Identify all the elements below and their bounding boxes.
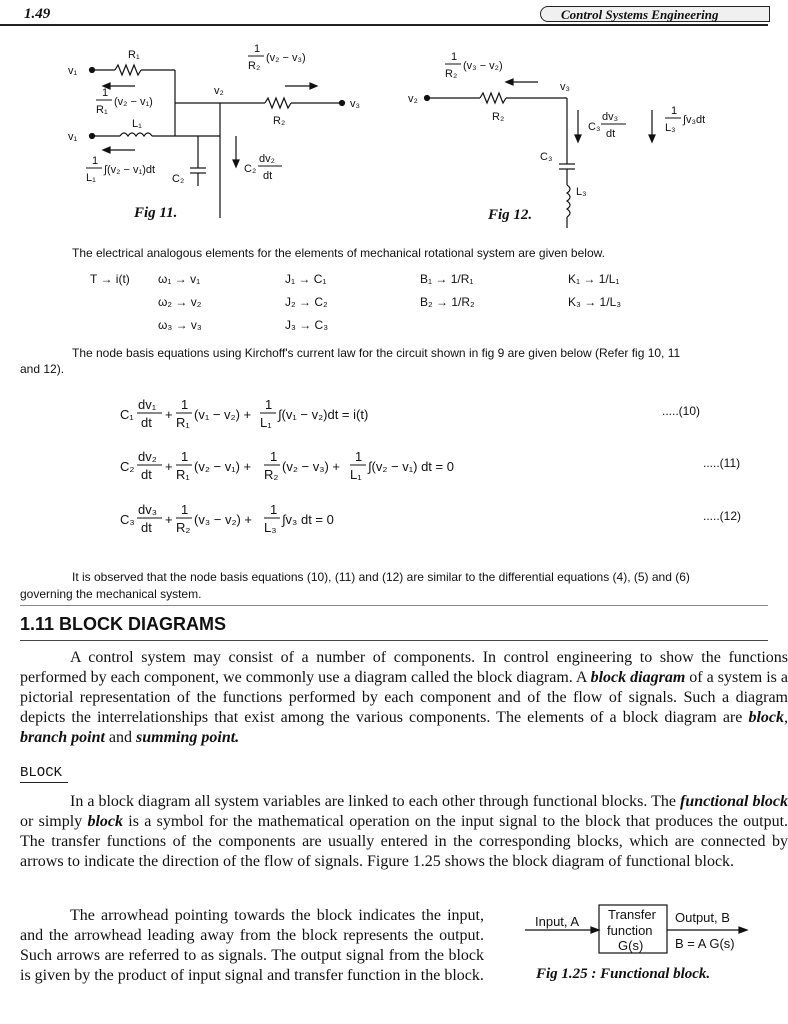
- fig11-ir1-den: R₁: [96, 104, 108, 116]
- page-number: 1.49: [24, 6, 51, 22]
- eq12-n1: dv₃: [138, 502, 158, 517]
- paragraph-block: [20, 792, 788, 872]
- analog-r0c1: ω₁ → v₁: [158, 272, 201, 286]
- fig125-tf-line2: function: [607, 923, 653, 938]
- fig11-caption: Fig 11.: [134, 205, 178, 221]
- p1-text-c: of a system is a pictorial representation of the functions performed by each component and of the flow of signals. Such a diagram depicts the interrelationships that exist among the various components. The elements of a block diagram are: [20, 669, 788, 726]
- eq10-f2d: R₁: [176, 415, 190, 430]
- eq10-f3d: L₁: [260, 415, 272, 430]
- fig11-ir2-expr: (v₂ − v₃): [266, 52, 306, 64]
- eq11-t2: (v₂ − v₁) +: [194, 459, 252, 474]
- eq11-n1: dv₂: [138, 449, 157, 464]
- fig11-v2: v₂: [214, 85, 224, 97]
- header-rule: [0, 24, 768, 26]
- fig11-ir2-den: R₂: [248, 60, 261, 72]
- p2-text-c: or simply: [20, 813, 88, 830]
- eq10-f2n: 1: [181, 397, 189, 412]
- block-subheading-underline: [20, 782, 68, 783]
- fig11-il1-num: 1: [92, 155, 99, 167]
- eq11-f2d: R₁: [176, 467, 190, 482]
- fig11-r1: R₁: [128, 49, 140, 61]
- section-title: 1.11 BLOCK DIAGRAMS: [20, 614, 227, 634]
- observation-line2: governing the mechanical system.: [20, 587, 202, 601]
- fig11-r2: R₂: [273, 115, 286, 127]
- analog-r0c2: J₁ → C₁: [285, 272, 327, 286]
- eq12-f2n: 1: [181, 502, 189, 517]
- analog-r0c4: K₁ → 1/L₁: [568, 272, 620, 286]
- p1-term-summing-point: summing point.: [136, 729, 240, 746]
- fig12-il3-num: 1: [671, 105, 678, 117]
- fig12-l3: L₃: [576, 186, 587, 198]
- eq11-f2n: 1: [181, 449, 189, 464]
- eq12-f3d: L₃: [264, 520, 277, 535]
- block-subheading: BLOCK: [20, 765, 63, 781]
- eq12-t2: (v₃ − v₂) +: [194, 512, 253, 527]
- fig11-ir2-num: 1: [254, 43, 261, 55]
- fig11-ir1-num: 1: [102, 87, 109, 99]
- eq12-plus: +: [165, 512, 173, 527]
- fig12-ir2-num: 1: [451, 51, 458, 63]
- fig12-il3-expr: ∫v₃dt: [683, 114, 706, 126]
- fig12-ic3-num: dv₃: [602, 111, 619, 123]
- fig12-circuit: [400, 40, 760, 230]
- eq12-t3: ∫v₃ dt = 0: [282, 512, 334, 527]
- equation-12: [110, 500, 768, 540]
- eq11-t3: (v₂ − v₃) +: [282, 459, 341, 474]
- fig125-output: Output, B: [675, 910, 730, 925]
- eq11-num: .....(11): [703, 456, 741, 470]
- eq11-f4n: 1: [355, 449, 363, 464]
- eq11-d1: dt: [141, 467, 152, 482]
- eq10-c: C₁: [120, 407, 134, 422]
- fig12-r2: R₂: [492, 111, 505, 123]
- analog-r0c0: T → i(t): [90, 272, 130, 286]
- equation-10: [110, 395, 768, 435]
- section-top-rule: [20, 605, 768, 606]
- fig11-ic2: C₂: [244, 163, 257, 175]
- analogous-intro: The electrical analogous elements for the elements of mechanical rotational system are given below.: [72, 246, 605, 260]
- analog-r1c1: ω₂ → v₂: [158, 295, 202, 309]
- equation-11: [110, 447, 768, 487]
- eq11-plus: +: [165, 459, 173, 474]
- eq10-plus: +: [165, 407, 173, 422]
- fig12-ic3-den: dt: [606, 128, 616, 140]
- eq12-c: C₃: [120, 512, 135, 527]
- p1-term-branch-point: branch point: [20, 729, 105, 746]
- p1-term-block-diagram: block diagram: [590, 669, 686, 686]
- eq12-f3n: 1: [270, 502, 278, 517]
- analog-r1c4: K₃ → 1/L₃: [568, 295, 622, 309]
- fig11-il1-den: L₁: [86, 172, 96, 184]
- paragraph-arrowhead: The arrowhead pointing towards the block indicates the input, and the arrowhead leading away from the block represents the output. Such arrows are referred to as signals. The output signal from the block is given by the product of input signal and transfer function in the block.: [20, 907, 484, 984]
- section-rule: [20, 640, 768, 641]
- fig125-functional-block: [525, 900, 768, 960]
- p1-text-g: and: [104, 729, 137, 746]
- fig11-v3: v₃: [350, 98, 360, 110]
- fig11-v1-top: v₁: [68, 65, 78, 77]
- chapter-title: Control Systems Engineering: [540, 6, 770, 22]
- eq12-num: .....(12): [703, 509, 742, 523]
- fig11-circuit: [60, 36, 390, 226]
- fig11-c2: C₂: [172, 173, 185, 185]
- eq12-f2d: R₂: [176, 520, 191, 535]
- p2-term-functional-block: functional block: [679, 793, 788, 810]
- eq11-t4: ∫(v₂ − v₁) dt = 0: [368, 459, 454, 474]
- fig125-input: Input, A: [535, 914, 580, 929]
- eq12-d1: dt: [141, 520, 152, 535]
- analog-r2c1: ω₃ → v₃: [158, 318, 202, 332]
- fig12-ir2-expr: (v₃ − v₂): [463, 60, 503, 72]
- p1-text-a: A control system may consist of a number of components. In control engineering to show the functions performed by each component, we commonly use a diagram called the block diagram. A: [20, 649, 788, 686]
- eq11-f3d: R₂: [264, 467, 279, 482]
- analog-r0c3: B₁ → 1/R₁: [420, 272, 474, 286]
- observation-line1: It is observed that the node basis equations (10), (11) and (12) are similar to the differential equations (4), (5) and (6): [72, 570, 690, 584]
- fig11-ic2-num: dv₂: [259, 153, 275, 165]
- analog-r2c2: J₃ → C₃: [285, 318, 329, 332]
- fig12-ir2-den: R₂: [445, 68, 458, 80]
- eq11-f4d: L₁: [350, 467, 362, 482]
- analog-r1c2: J₂ → C₂: [285, 295, 328, 309]
- fig12-c3: C₃: [540, 151, 553, 163]
- fig11-v1-bot: v₁: [68, 131, 78, 143]
- fig11-ir1-expr: (v₂ − v₁): [114, 96, 153, 108]
- paragraph-block-diagrams: [20, 648, 788, 748]
- fig12-caption: Fig 12.: [488, 207, 533, 223]
- p1-text-e: ,: [784, 709, 788, 726]
- eq10-f3n: 1: [265, 397, 273, 412]
- eq11-c: C₂: [120, 459, 135, 474]
- p2-term-block: block: [87, 813, 123, 830]
- p2-text-e: is a symbol for the mathematical operation on the input signal to the block that produces the output. The transfer functions of the components are usually entered in the corresponding blocks, which are connected by arrows to indicate the direction of the flow of signals. Figure 1.25 shows the block diagram of functional block.: [20, 813, 788, 870]
- p1-term-block: block: [748, 709, 784, 726]
- fig125-caption: Fig 1.25 : Functional block.: [536, 966, 711, 982]
- analog-r1c3: B₂ → 1/R₂: [420, 295, 475, 309]
- eq10-n1: dv₁: [138, 397, 157, 412]
- fig125-tf-line1: Transfer: [608, 907, 656, 922]
- fig125-relation: B = A G(s): [675, 936, 735, 951]
- fig11-il1-expr: ∫(v₂ − v₁)dt: [104, 164, 156, 176]
- fig11-l1: L₁: [132, 118, 142, 130]
- fig11-ic2-den: dt: [263, 170, 273, 182]
- eq11-f3n: 1: [270, 449, 278, 464]
- fig12-il3-den: L₃: [665, 122, 676, 134]
- fig12-ic3: C₃: [588, 121, 601, 133]
- eq10-t2: (v₁ − v₂) +: [194, 407, 252, 422]
- fig12-v3: v₃: [560, 81, 570, 93]
- fig12-v2: v₂: [408, 93, 418, 105]
- eq10-t3: ∫(v₁ − v₂)dt = i(t): [278, 407, 369, 422]
- p2-text-a: In a block diagram all system variables are linked to each other through functional blocks. The: [70, 793, 680, 810]
- node-intro-line2: and 12).: [20, 362, 65, 376]
- node-intro-line1: The node basis equations using Kirchoff's current law for the circuit shown in fig 9 are given below (Refer fig 10, 11: [72, 346, 681, 360]
- fig125-tf-line3: G(s): [618, 938, 644, 953]
- eq10-d1: dt: [141, 415, 152, 430]
- eq10-num: .....(10): [662, 404, 701, 418]
